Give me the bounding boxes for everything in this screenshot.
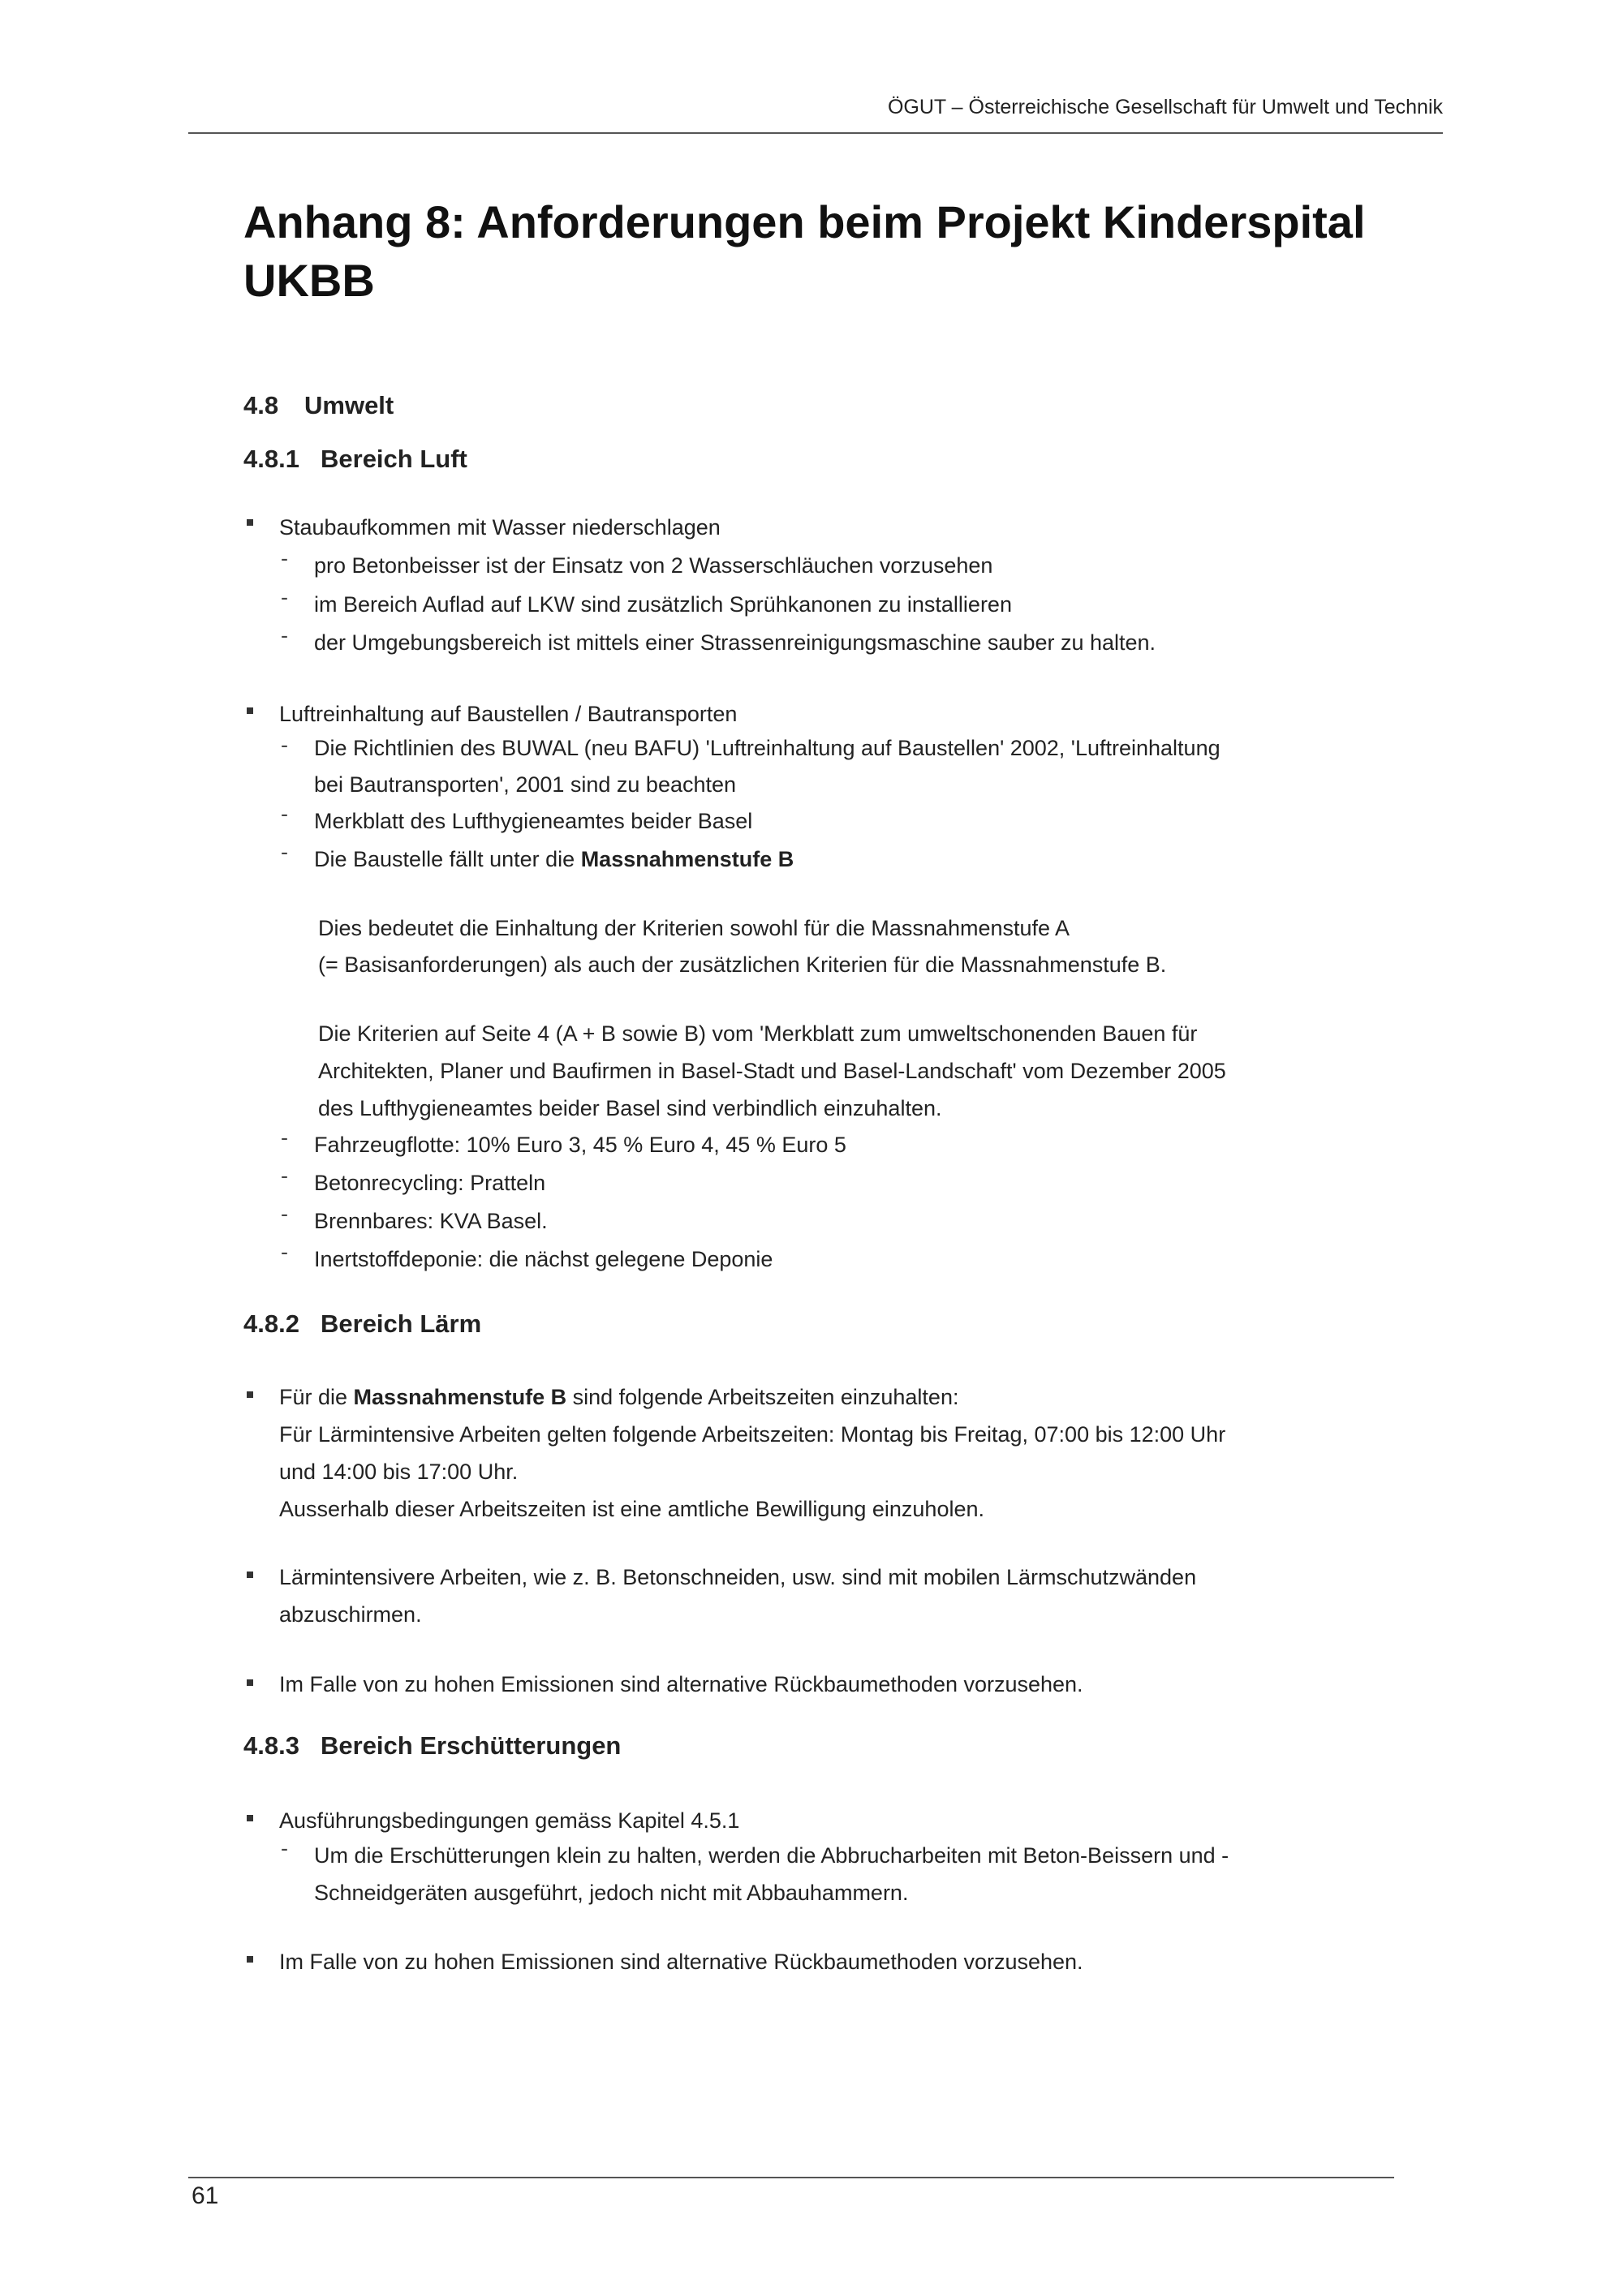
page-title: Anhang 8: Anforderungen beim Projekt Kinderspital UKBB bbox=[243, 196, 1366, 306]
bullet-icon bbox=[247, 519, 253, 526]
paragraph-line: Dies bedeutet die Einhaltung der Kriterien sowohl für die Massnahmenstufe A bbox=[318, 916, 1070, 940]
list-item-continuation: Für Lärmintensive Arbeiten gelten folgende Arbeitszeiten: Montag bis Freitag, 07:00 bis 12:00 Uhr bbox=[279, 1422, 1226, 1447]
list-item: Brennbares: KVA Basel. bbox=[314, 1209, 548, 1233]
list-item: im Bereich Auflad auf LKW sind zusätzlich Sprühkanonen zu installieren bbox=[314, 592, 1012, 617]
list-item: Um die Erschütterungen klein zu halten, werden die Abbrucharbeiten mit Beton-Beissern und - bbox=[314, 1843, 1229, 1868]
list-item-continuation: bei Bautransporten', 2001 sind zu beachten bbox=[314, 772, 737, 797]
text-run: sind folgende Arbeitszeiten einzuhalten: bbox=[566, 1385, 959, 1409]
dash-icon: - bbox=[281, 1836, 288, 1860]
running-header: ÖGUT – Österreichische Gesellschaft für Umwelt und Technik bbox=[887, 96, 1443, 118]
list-item: Im Falle von zu hohen Emissionen sind alternative Rückbaumethoden vorzusehen. bbox=[279, 1672, 1083, 1696]
dash-icon: - bbox=[281, 733, 288, 757]
list-item-continuation: abzuschirmen. bbox=[279, 1602, 422, 1627]
list-item-continuation: und 14:00 bis 17:00 Uhr. bbox=[279, 1460, 519, 1484]
subsection-number: 4.8.2 bbox=[243, 1309, 299, 1338]
paragraph-line: Die Kriterien auf Seite 4 (A + B sowie B) vom 'Merkblatt zum umweltschonenden Bauen für bbox=[318, 1021, 1198, 1046]
footer-divider bbox=[188, 2177, 1394, 2178]
list-item: Ausführungsbedingungen gemäss Kapitel 4.5.1 bbox=[279, 1808, 740, 1833]
list-item: Die Richtlinien des BUWAL (neu BAFU) 'Luftreinhaltung auf Baustellen' 2002, 'Luftreinhaltung bbox=[314, 736, 1220, 760]
list-item: pro Betonbeisser ist der Einsatz von 2 Wasserschläuchen vorzusehen bbox=[314, 553, 993, 578]
subsection-number: 4.8.1 bbox=[243, 445, 299, 473]
dash-icon: - bbox=[281, 1125, 288, 1150]
bullet-icon bbox=[247, 1679, 253, 1686]
bullet-icon bbox=[247, 1391, 253, 1398]
list-item bbox=[279, 1378, 958, 1417]
dash-icon: - bbox=[281, 623, 288, 647]
section-label: Umwelt bbox=[304, 391, 394, 419]
text-run: Für die bbox=[279, 1385, 354, 1409]
paragraph-line: Architekten, Planer und Baufirmen in Basel-Stadt und Basel-Landschaft' vom Dezember 2005 bbox=[318, 1059, 1226, 1083]
list-item bbox=[314, 840, 794, 879]
text-run: Die Baustelle fällt unter die bbox=[314, 847, 581, 871]
list-item-continuation: Schneidgeräten ausgeführt, jedoch nicht mit Abbauhammern. bbox=[314, 1881, 909, 1905]
subsection-label: Bereich Luft bbox=[321, 445, 467, 473]
dash-icon: - bbox=[281, 546, 288, 570]
bullet-icon bbox=[247, 1815, 253, 1821]
subsection-label: Bereich Lärm bbox=[321, 1309, 482, 1338]
subsection-heading-erschuetterungen bbox=[243, 1731, 621, 1761]
list-item: Luftreinhaltung auf Baustellen / Bautransporten bbox=[279, 702, 738, 726]
text-run-bold: Massnahmenstufe B bbox=[353, 1385, 567, 1409]
dash-icon: - bbox=[281, 802, 288, 826]
paragraph-line: des Lufthygieneamtes beider Basel sind verbindlich einzuhalten. bbox=[318, 1096, 942, 1120]
section-heading bbox=[243, 391, 394, 420]
paragraph-line: (= Basisanforderungen) als auch der zusätzlichen Kriterien für die Massnahmenstufe B. bbox=[318, 952, 1167, 977]
list-item: Inertstoffdeponie: die nächst gelegene Deponie bbox=[314, 1247, 773, 1271]
subsection-heading-luft bbox=[243, 445, 467, 474]
list-item: Betonrecycling: Pratteln bbox=[314, 1171, 546, 1195]
list-item: Staubaufkommen mit Wasser niederschlagen bbox=[279, 515, 721, 540]
dash-icon: - bbox=[281, 840, 288, 864]
subsection-heading-laerm bbox=[243, 1309, 481, 1339]
list-item: Im Falle von zu hohen Emissionen sind alternative Rückbaumethoden vorzusehen. bbox=[279, 1950, 1083, 1974]
bullet-icon bbox=[247, 1956, 253, 1963]
dash-icon: - bbox=[281, 1202, 288, 1226]
header-divider bbox=[188, 132, 1443, 134]
bullet-icon bbox=[247, 1572, 253, 1578]
list-item: Merkblatt des Lufthygieneamtes beider Basel bbox=[314, 809, 753, 833]
section-number: 4.8 bbox=[243, 391, 279, 419]
list-item-continuation: Ausserhalb dieser Arbeitszeiten ist eine amtliche Bewilligung einzuholen. bbox=[279, 1497, 984, 1521]
dash-icon: - bbox=[281, 1240, 288, 1264]
dash-icon: - bbox=[281, 1163, 288, 1188]
page-number: 61 bbox=[192, 2182, 219, 2209]
list-item: Fahrzeugflotte: 10% Euro 3, 45 % Euro 4, 45 % Euro 5 bbox=[314, 1133, 846, 1157]
subsection-number: 4.8.3 bbox=[243, 1731, 299, 1760]
subsection-label: Bereich Erschütterungen bbox=[321, 1731, 622, 1760]
list-item: der Umgebungsbereich ist mittels einer Strassenreinigungsmaschine sauber zu halten. bbox=[314, 630, 1156, 655]
bullet-icon bbox=[247, 707, 253, 714]
list-item: Lärmintensivere Arbeiten, wie z. B. Betonschneiden, usw. sind mit mobilen Lärmschutzwänden bbox=[279, 1565, 1197, 1589]
text-run-bold: Massnahmenstufe B bbox=[580, 847, 794, 871]
dash-icon: - bbox=[281, 585, 288, 609]
